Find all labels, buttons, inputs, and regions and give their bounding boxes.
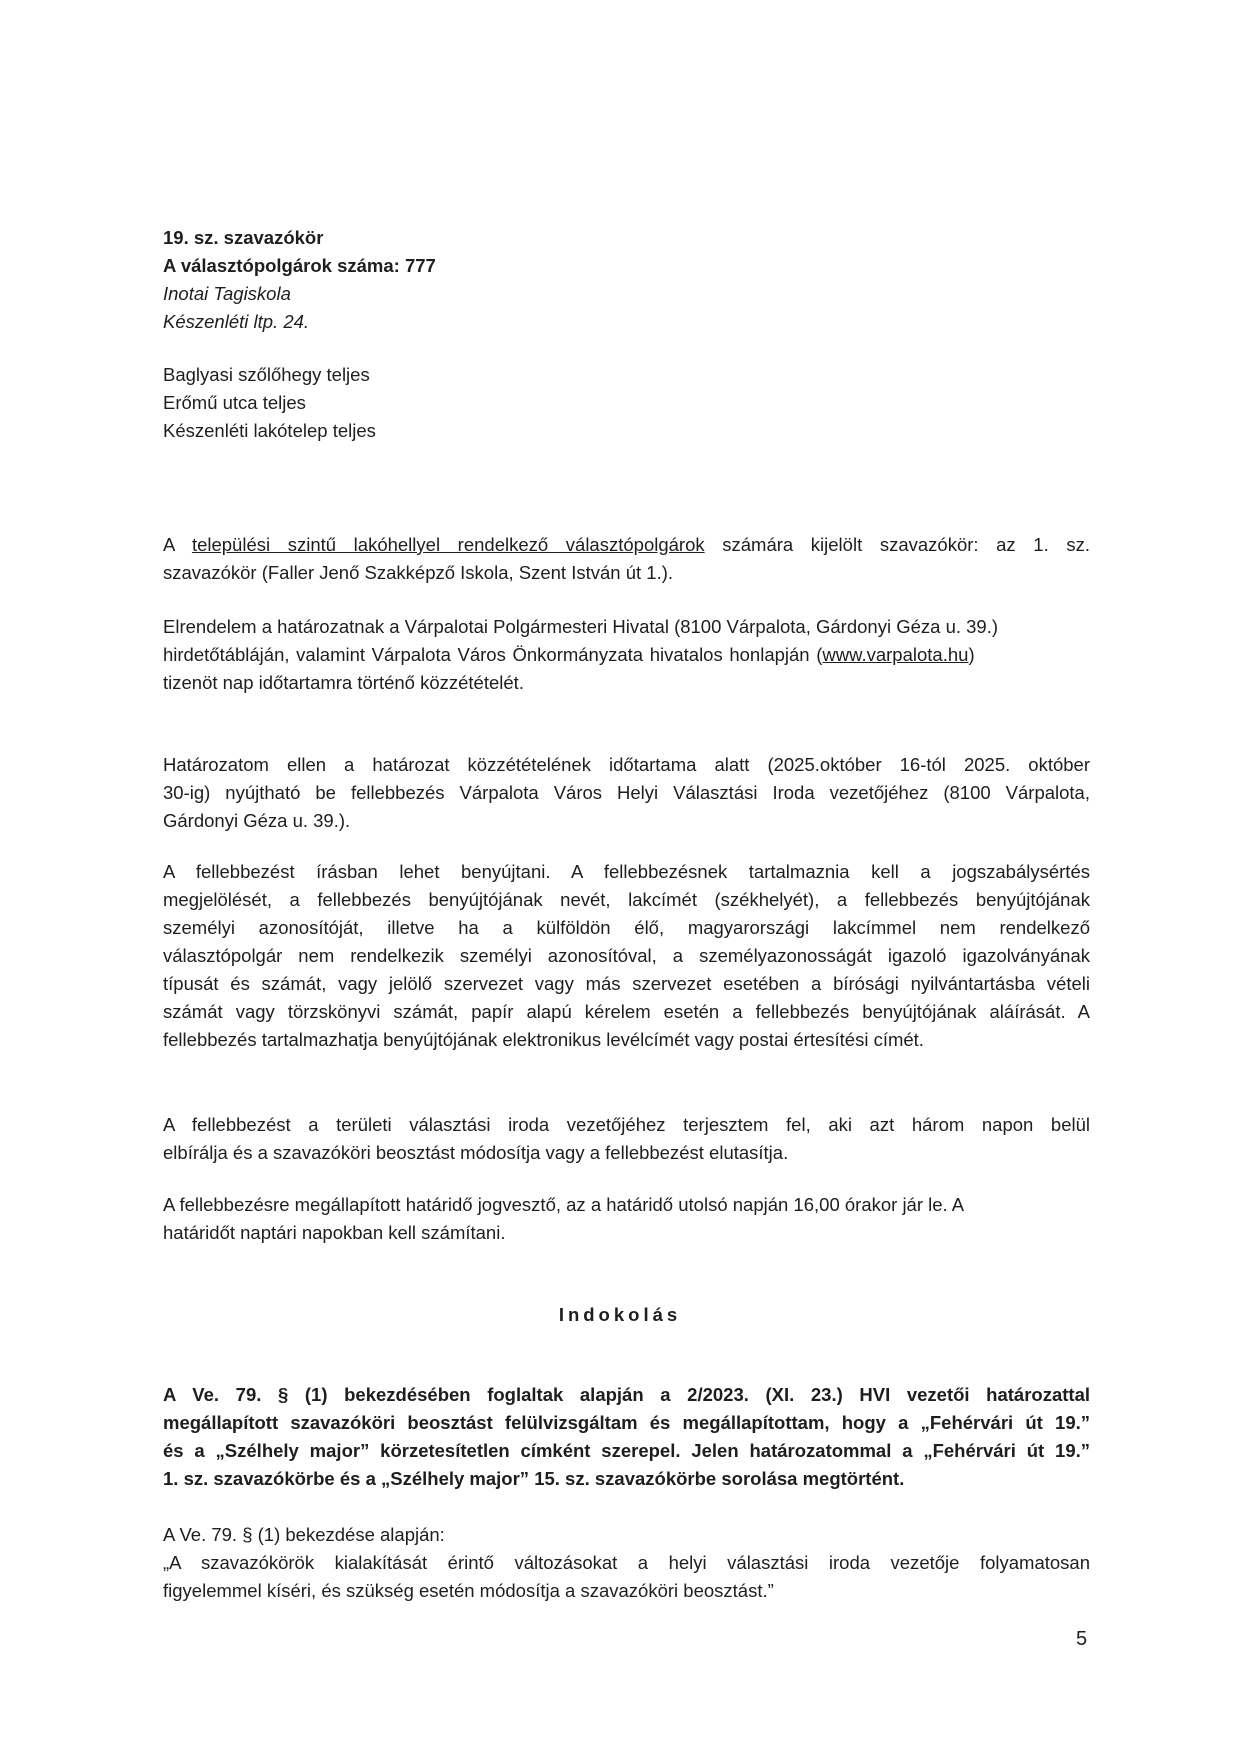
paragraph-line: számát vagy törzskönyvi számát, papír alapú kérelem esetén a fellebbezés benyújtójának aláírását. A <box>163 1001 1090 1022</box>
district-number: 19. sz. szavazókör <box>163 227 324 248</box>
paragraph-line: tizenöt nap időtartamra történő közzétételét. <box>163 672 524 693</box>
appeal-paragraph <box>163 751 1090 835</box>
location-name: Inotai Tagiskola <box>163 283 291 304</box>
paragraph-line: választópolgár nem rendelkezik személyi azonosítóval, a személyazonosságát igazoló igazolványának <box>163 945 1090 966</box>
deadline-paragraph <box>163 1191 1090 1247</box>
paragraph-line: szavazókör (Faller Jenő Szakképző Iskola, Szent István út 1.). <box>163 562 674 583</box>
quoted-law-line: „A szavazókörök kialakítását érintő változásokat a helyi választási iroda vezetője folyamatosan <box>163 1552 1090 1573</box>
website-link[interactable]: www.varpalota.hu <box>822 644 969 665</box>
paragraph-line: határidőt naptári napokban kell számítani. <box>163 1222 506 1243</box>
paragraph-line: elbírálja és a szavazóköri beosztást módosítja vagy a fellebbezést elutasítja. <box>163 1142 789 1163</box>
paragraph-line: 30-ig) nyújtható be fellebbezés Várpalota Város Helyi Választási Iroda vezetőjéhez (8100 Várpalota, <box>163 782 1090 803</box>
underlined-phrase: települési szintű lakóhellyel rendelkező választópolgárok <box>191 534 705 555</box>
paragraph-line: 1. sz. szavazókörbe és a „Szélhely major” 15. sz. szavazókörbe sorolása megtörtént. <box>163 1468 905 1489</box>
legal-basis-intro: A Ve. 79. § (1) bekezdése alapján: <box>163 1524 445 1545</box>
paragraph-line: A települési szintű lakóhellyel rendelkező választópolgárok számára kijelölt szavazókör: az 1. sz. <box>163 534 1090 555</box>
reasoning-bold-paragraph <box>163 1381 1090 1493</box>
quoted-law-line: figyelemmel kíséri, és szükség esetén módosítja a szavazóköri beosztást.” <box>163 1580 774 1601</box>
paragraph-line: típusát és számát, vagy jelölő szervezet vagy más szervezet esetében a bírósági nyilvántartásba vételi <box>163 973 1090 994</box>
appeal-contents-paragraph <box>163 858 1090 1054</box>
paragraph-line: megállapított szavazóköri beosztást felülvizsgáltam és megállapítottam, hogy a „Fehérvári út 19.” <box>163 1412 1090 1433</box>
paragraph-line: A fellebbezésre megállapított határidő jogvesztő, az a határidő utolsó napján 16,00 órakor jár le. A <box>163 1194 965 1215</box>
paragraph-line: A fellebbezést írásban lehet benyújtani. A fellebbezésnek tartalmaznia kell a jogszabálysértés <box>163 861 1090 882</box>
legal-basis-paragraph <box>163 1521 1090 1605</box>
forwarding-paragraph <box>163 1111 1090 1167</box>
paragraph-line: A fellebbezést a területi választási iroda vezetőjéhez terjesztem fel, aki azt három napon belül <box>163 1114 1090 1135</box>
paragraph-line: Gárdonyi Géza u. 39.). <box>163 810 351 831</box>
settlement-level-paragraph <box>163 531 1090 587</box>
paragraph-line: Határozatom ellen a határozat közzétételének időtartama alatt (2025.október 16-tól 2025. október <box>163 754 1090 775</box>
paragraph-line: hirdetőtábláján, valamint Várpalota Város Önkormányzata hivatalos honlapján (www.varpalota.hu) <box>163 644 975 665</box>
paragraph-line: és a „Szélhely major” körzetesítetlen címként szerepel. Jelen határozatommal a „Fehérvári út 19.” <box>163 1440 1090 1461</box>
voter-count: A választópolgárok száma: 777 <box>163 255 436 276</box>
paragraph-line: Elrendelem a határozatnak a Várpalotai Polgármesteri Hivatal (8100 Várpalota, Gárdonyi Géza u. 39.) <box>163 616 999 637</box>
street-item: Baglyasi szőlőhegy teljes <box>163 364 370 385</box>
street-item: Készenléti lakótelep teljes <box>163 420 376 441</box>
paragraph-line: személyi azonosítóját, illetve ha a külföldön élő, magyarországi lakcímmel nem rendelkező <box>163 917 1090 938</box>
paragraph-line: A Ve. 79. § (1) bekezdésében foglaltak alapján a 2/2023. (XI. 23.) HVI vezetői határozattal <box>163 1384 1090 1405</box>
reasoning-heading: Indokolás <box>558 1304 682 1325</box>
paragraph-line: fellebbezés tartalmazhatja benyújtójának elektronikus levélcímét vagy postai értesítési címét. <box>163 1029 924 1050</box>
street-item: Erőmű utca teljes <box>163 392 306 413</box>
paragraph-line: megjelölését, a fellebbezés benyújtójának nevét, lakcímét (székhelyét), a fellebbezés benyújtójának <box>163 889 1090 910</box>
location-address: Készenléti ltp. 24. <box>163 311 310 332</box>
district-header <box>163 224 1090 336</box>
publication-paragraph <box>163 613 1090 697</box>
street-list <box>163 361 1090 445</box>
page-number: 5 <box>1076 1628 1088 1650</box>
